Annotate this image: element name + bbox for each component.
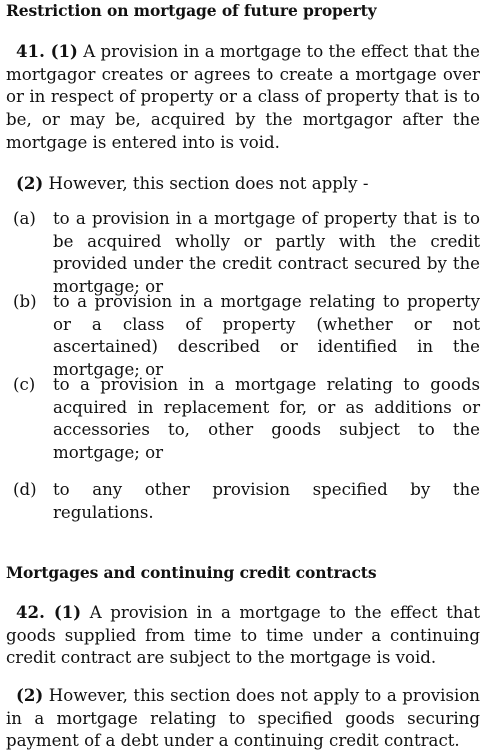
item-a-label: (a) [13, 209, 36, 228]
item-d-text: to any other provision specified by the regulations. [53, 480, 480, 522]
section-42-number: 42. (1) [16, 602, 82, 622]
section-41-number: 41. (1) [16, 41, 78, 61]
section-41-subsection-1 [6, 40, 480, 155]
section-42-subsection-2-number: (2) [16, 685, 44, 705]
section-41-subsection-1-text: A provision in a mortgage to the effect that the mortgagor creates or agrees to create a mortgage over or in respect of property or a class of property that is to be, or may be, acquired by the mortgagor after the mortgage is entered into is void. [6, 42, 481, 152]
section-42-subsection-2 [6, 684, 480, 753]
item-b-text: to a provision in a mortgage relating to property or a class of property (whether or not ascertained) described or identified in the mortgage; or [53, 292, 480, 380]
item-c-label: (c) [13, 375, 36, 394]
section-42-subsection-2-text: However, this section does not apply to a provision in a mortgage relating to specified goods securing payment of a debt under a continuing credit contract. [6, 686, 480, 751]
section-42-heading: Mortgages and continuing credit contracts [6, 563, 377, 582]
item-c-text: to a provision in a mortgage relating to goods acquired in replacement for, or as additions or accessories to, other goods subject to the mortgage; or [53, 375, 480, 463]
item-b-label: (b) [13, 292, 37, 311]
section-42-subsection-1 [6, 601, 480, 670]
section-41-subsection-2-number: (2) [16, 173, 44, 193]
section-42-subsection-1-text: A provision in a mortgage to the effect that goods supplied from time to time under a continuing credit contract are subject to the mortgage is void. [6, 603, 480, 668]
section-41-subsection-2 [6, 172, 480, 196]
section-41-heading: Restriction on mortgage of future property [6, 1, 377, 20]
item-a-text: to a provision in a mortgage of property that is to be acquired wholly or partly with the credit provided under the credit contract secured by the mortgage; or [53, 209, 480, 297]
section-41-subsection-2-text: However, this section does not apply - [48, 174, 369, 193]
item-d-label: (d) [13, 480, 37, 499]
